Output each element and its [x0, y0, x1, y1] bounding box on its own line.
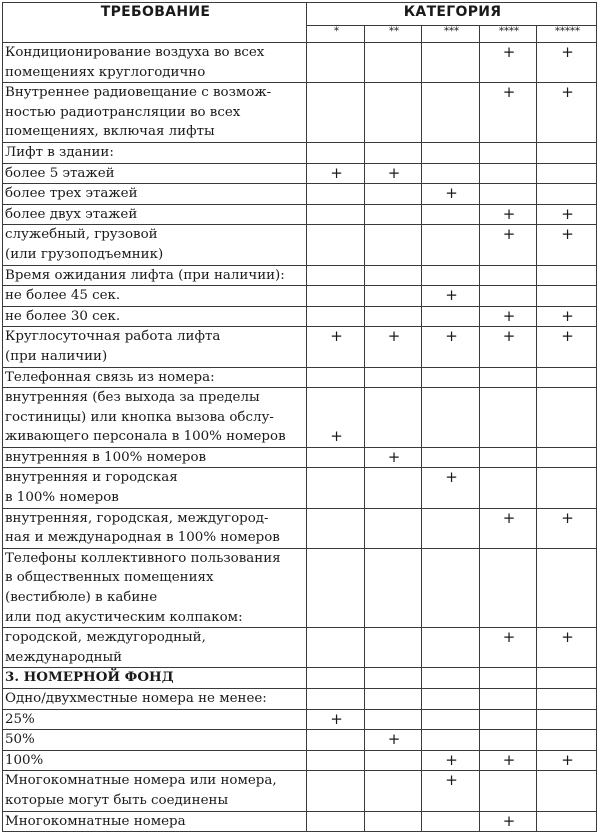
table-row: [3, 225, 597, 265]
category-3-mark: [422, 163, 480, 184]
category-3-mark: +: [422, 286, 480, 307]
category-4-mark: [480, 265, 537, 286]
category-5-mark: [537, 548, 597, 627]
category-5-mark: [537, 388, 597, 448]
category-5-mark: +: [537, 204, 597, 225]
requirement-cell: [3, 750, 307, 771]
table-body: [3, 43, 597, 832]
category-2-mark: [365, 286, 422, 307]
category-2-mark: [365, 628, 422, 668]
requirement-text-line: более 5 этажей: [5, 165, 115, 181]
table-row: [3, 548, 597, 627]
category-4-star: ****: [480, 26, 537, 43]
requirement-cell: [3, 327, 307, 367]
category-4-mark: [480, 286, 537, 307]
requirement-text-line: 100%: [5, 752, 44, 768]
requirement-text-line: Время ожидания лифта (при наличии):: [5, 267, 285, 283]
category-4-mark: +: [480, 628, 537, 668]
category-5-mark: [537, 286, 597, 307]
category-2-mark: [365, 771, 422, 811]
category-1-mark: [307, 628, 365, 668]
category-2-mark: [365, 811, 422, 832]
category-4-mark: [480, 142, 537, 163]
requirement-text-line: Одно/двухместные номера не менее:: [5, 691, 267, 706]
category-3-mark: [422, 811, 480, 832]
category-1-mark: [307, 811, 365, 832]
requirement-cell: [3, 142, 307, 163]
category-3-mark: [422, 367, 480, 388]
requirement-text-line: (или грузоподъемник): [5, 246, 164, 262]
table-row: [3, 811, 597, 832]
category-4-mark: +: [480, 306, 537, 327]
category-4-mark: +: [480, 204, 537, 225]
category-2-mark: [365, 142, 422, 163]
requirement-cell: [3, 265, 307, 286]
requirement-text-line: более двух этажей: [5, 206, 138, 222]
table-row: [3, 508, 597, 548]
table-row: [3, 689, 597, 710]
category-4-mark: +: [480, 83, 537, 143]
category-4-mark: +: [480, 225, 537, 265]
requirement-text-line: не более 30 сек.: [5, 308, 121, 324]
category-2-mark: [365, 750, 422, 771]
requirement-text-line: помещениях, включая лифты: [5, 124, 215, 140]
category-2-mark: [365, 468, 422, 508]
category-5-mark: [537, 468, 597, 508]
category-1-star: *: [307, 26, 365, 43]
category-5-mark: [537, 709, 597, 730]
category-4-mark: +: [480, 327, 537, 367]
category-2-star: **: [365, 26, 422, 43]
table-row: [3, 628, 597, 668]
table-row: [3, 668, 597, 689]
category-3-mark: [422, 306, 480, 327]
requirement-cell: [3, 286, 307, 307]
category-4-mark: [480, 709, 537, 730]
requirement-text-line: не более 45 сек.: [5, 288, 121, 304]
category-5-mark: [537, 265, 597, 286]
requirements-table: [2, 2, 597, 832]
category-3-mark: [422, 204, 480, 225]
category-1-mark: [307, 468, 365, 508]
requirement-text-line: помещениях круглогодично: [5, 64, 206, 80]
requirement-cell: [3, 83, 307, 143]
category-1-mark: [307, 286, 365, 307]
table-row: [3, 468, 597, 508]
category-3-mark: +: [422, 750, 480, 771]
category-3-mark: [422, 83, 480, 143]
requirement-text-line: внутренняя, городская, междугород-: [5, 510, 269, 526]
category-2-mark: [365, 367, 422, 388]
table-row: [3, 388, 597, 448]
requirement-cell: [3, 628, 307, 668]
category-4-mark: +: [480, 750, 537, 771]
category-1-mark: [307, 265, 365, 286]
category-3-mark: [422, 668, 480, 689]
category-3-mark: +: [422, 327, 480, 367]
requirement-cell: [3, 306, 307, 327]
requirement-cell: [3, 184, 307, 205]
table-row: [3, 327, 597, 367]
requirement-text-line: ностью радиотрансляции во всех: [5, 104, 241, 120]
category-header: КАТЕГОРИЯ: [307, 3, 597, 26]
table-row: [3, 265, 597, 286]
category-2-mark: [365, 689, 422, 710]
requirement-text-line: внутренняя в 100% номеров: [5, 449, 207, 465]
table-row: [3, 142, 597, 163]
requirement-text-line: гостиницы) или кнопка вызова обслу-: [5, 409, 274, 425]
table-row: [3, 286, 597, 307]
requirement-cell: [3, 225, 307, 265]
category-5-mark: [537, 730, 597, 751]
table-row: [3, 83, 597, 143]
category-5-mark: +: [537, 83, 597, 143]
category-4-mark: [480, 184, 537, 205]
category-2-mark: +: [365, 163, 422, 184]
requirement-text-line: внутренняя и городская: [5, 470, 178, 486]
category-5-mark: [537, 668, 597, 689]
category-1-mark: [307, 142, 365, 163]
category-3-mark: [422, 225, 480, 265]
category-4-mark: +: [480, 811, 537, 832]
requirement-text-line: 50%: [5, 732, 35, 748]
category-1-mark: [307, 508, 365, 548]
category-2-mark: +: [365, 730, 422, 751]
category-3-mark: [422, 142, 480, 163]
category-3-mark: [422, 265, 480, 286]
requirement-text-line: Многокомнатные номера: [5, 813, 186, 829]
requirement-text-line: Кондиционирование воздуха во всех: [5, 45, 265, 60]
table-row: [3, 367, 597, 388]
category-1-mark: +: [307, 709, 365, 730]
requirement-text-line: Многокомнатные номера или номера,: [5, 773, 277, 789]
category-4-mark: +: [480, 508, 537, 548]
category-1-mark: [307, 689, 365, 710]
category-4-mark: [480, 668, 537, 689]
category-4-mark: [480, 730, 537, 751]
requirement-cell: [3, 163, 307, 184]
requirement-text-line: Лифт в здании:: [5, 144, 114, 160]
category-1-mark: [307, 367, 365, 388]
category-5-mark: +: [537, 327, 597, 367]
category-3-mark: [422, 628, 480, 668]
category-1-mark: +: [307, 163, 365, 184]
requirement-text-line: (вестибюле) в кабине: [5, 590, 158, 606]
category-1-mark: [307, 730, 365, 751]
category-4-mark: [480, 163, 537, 184]
requirement-text-line: более трех этажей: [5, 186, 138, 202]
category-1-mark: [307, 225, 365, 265]
category-5-mark: +: [537, 508, 597, 548]
category-2-mark: [365, 265, 422, 286]
category-1-mark: [307, 771, 365, 811]
category-5-mark: +: [537, 750, 597, 771]
category-3-mark: [422, 388, 480, 448]
category-3-mark: [422, 548, 480, 627]
category-1-mark: [307, 750, 365, 771]
table-row: [3, 43, 597, 83]
category-4-mark: [480, 689, 537, 710]
requirement-cell: [3, 388, 307, 448]
requirement-cell: [3, 43, 307, 83]
requirement-cell: [3, 811, 307, 832]
requirement-cell: [3, 204, 307, 225]
category-1-mark: [307, 184, 365, 205]
table-row: [3, 447, 597, 468]
category-2-mark: [365, 548, 422, 627]
requirement-header: ТРЕБОВАНИЕ: [3, 3, 307, 43]
requirement-text-line: которые могут быть соединены: [5, 792, 229, 808]
table-row: [3, 730, 597, 751]
requirement-cell: [3, 709, 307, 730]
requirement-text-line: ная и международная в 100% номеров: [5, 530, 280, 546]
category-2-mark: [365, 83, 422, 143]
category-1-mark: [307, 668, 365, 689]
category-1-mark: [307, 83, 365, 143]
table-row: [3, 771, 597, 811]
category-1-mark: [307, 204, 365, 225]
category-1-mark: [307, 447, 365, 468]
requirement-text-line: Телефоны коллективного пользования: [5, 550, 281, 566]
category-3-mark: [422, 689, 480, 710]
category-4-mark: +: [480, 43, 537, 83]
requirement-text-line: внутренняя (без выхода за пределы: [5, 390, 260, 406]
requirement-text-line: Круглосуточная работа лифта: [5, 329, 221, 345]
requirement-text-line: городской, междугородный,: [5, 630, 206, 646]
requirement-text-line: живающего персонала в 100% номеров: [5, 429, 286, 445]
requirement-text-line: Внутреннее радиовещание с возмож-: [5, 85, 272, 101]
category-3-mark: [422, 508, 480, 548]
requirement-cell: [3, 548, 307, 627]
category-5-mark: [537, 811, 597, 832]
category-2-mark: +: [365, 447, 422, 468]
category-2-mark: +: [365, 327, 422, 367]
category-5-mark: [537, 142, 597, 163]
category-2-mark: [365, 668, 422, 689]
category-3-mark: +: [422, 468, 480, 508]
category-5-mark: +: [537, 306, 597, 327]
category-5-mark: [537, 689, 597, 710]
category-3-mark: +: [422, 184, 480, 205]
table-header-row: [3, 3, 597, 26]
category-2-mark: [365, 508, 422, 548]
category-1-mark: [307, 306, 365, 327]
category-1-mark: [307, 43, 365, 83]
category-5-mark: [537, 447, 597, 468]
requirement-text-line: Телефонная связь из номера:: [5, 369, 215, 385]
table-row: [3, 709, 597, 730]
category-4-mark: [480, 447, 537, 468]
category-2-mark: [365, 388, 422, 448]
category-1-mark: +: [307, 388, 365, 448]
table-row: [3, 750, 597, 771]
category-3-mark: [422, 447, 480, 468]
category-2-mark: [365, 184, 422, 205]
category-5-mark: +: [537, 628, 597, 668]
requirement-cell: [3, 771, 307, 811]
section-heading: [3, 668, 307, 689]
requirement-cell: [3, 508, 307, 548]
requirement-cell: [3, 468, 307, 508]
category-2-mark: [365, 204, 422, 225]
requirement-cell: [3, 447, 307, 468]
category-5-mark: +: [537, 225, 597, 265]
category-1-mark: [307, 548, 365, 627]
category-5-mark: [537, 163, 597, 184]
category-1-mark: +: [307, 327, 365, 367]
category-4-mark: [480, 367, 537, 388]
table-row: [3, 184, 597, 205]
category-5-mark: [537, 771, 597, 811]
category-5-mark: [537, 367, 597, 388]
requirement-text-line: в общественных помещениях: [5, 570, 214, 586]
category-3-mark: [422, 709, 480, 730]
category-2-mark: [365, 306, 422, 327]
table-row: [3, 204, 597, 225]
requirement-text-line: в 100% номеров: [5, 490, 119, 506]
category-4-mark: [480, 468, 537, 508]
category-2-mark: [365, 225, 422, 265]
requirement-cell: [3, 730, 307, 751]
category-5-mark: [537, 184, 597, 205]
category-3-mark: +: [422, 771, 480, 811]
category-5-star: *****: [537, 26, 597, 43]
category-2-mark: [365, 709, 422, 730]
table-row: [3, 163, 597, 184]
category-3-star: ***: [422, 26, 480, 43]
requirement-text-line: международный: [5, 649, 123, 665]
category-4-mark: [480, 771, 537, 811]
requirement-text-line: 25%: [5, 711, 35, 727]
requirement-cell: [3, 367, 307, 388]
requirement-cell: [3, 689, 307, 710]
requirement-text-line: 3. НОМЕРНОЙ ФОНД: [5, 669, 174, 686]
category-3-mark: [422, 43, 480, 83]
category-4-mark: [480, 548, 537, 627]
category-2-mark: [365, 43, 422, 83]
requirement-text-line: или под акустическим колпаком:: [5, 609, 243, 625]
category-5-mark: +: [537, 43, 597, 83]
category-3-mark: [422, 730, 480, 751]
requirement-text-line: служебный, грузовой: [5, 227, 158, 243]
table-row: [3, 306, 597, 327]
requirement-text-line: (при наличии): [5, 348, 108, 364]
category-4-mark: [480, 388, 537, 448]
